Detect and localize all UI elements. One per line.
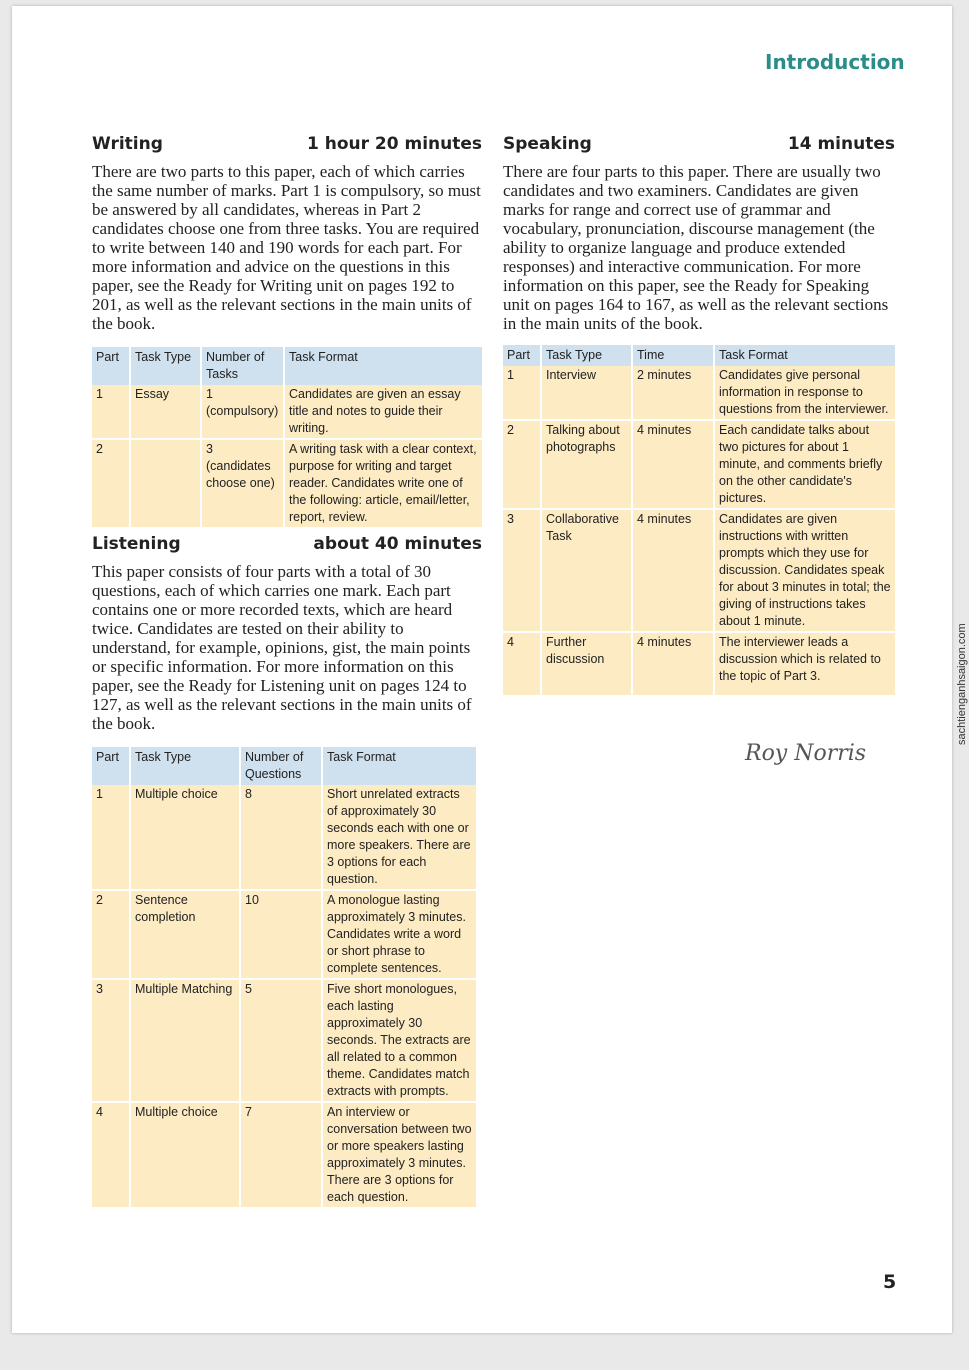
table-cell: Short unrelated extracts of approximately 30 seconds each with one or more speakers. There are 3 options for each question. bbox=[322, 785, 476, 890]
author-signature: Roy Norris bbox=[745, 741, 867, 766]
table-cell: Each candidate talks about two pictures for about 1 minute, and comments briefly on the other candidate's pictures. bbox=[714, 420, 895, 509]
table-header-cell: Task Format bbox=[714, 345, 895, 366]
listening-paragraph: This paper consists of four parts with a total of 30 questions, each of which carries one mark. Each part contains one or more recorded texts, which are heard twice. Candidates are tested on their ability to understand, for example, opinions, gist, the main points or specific information. For more information on this paper, see the Ready for Listening unit on pages 124 to 127, as well as the relevant sections in the main units of the book. bbox=[92, 562, 472, 733]
table-cell: The interviewer leads a discussion which is related to the topic of Part 3. bbox=[714, 632, 895, 696]
table-cell: A monologue lasting approximately 3 minutes. Candidates write a word or short phrase to complete sentences. bbox=[322, 890, 476, 979]
writing-duration: 1 hour 20 minutes bbox=[306, 134, 482, 154]
speaking-table-header bbox=[503, 345, 895, 366]
table-header-cell: Task Type bbox=[130, 747, 240, 785]
table-cell bbox=[130, 439, 201, 528]
writing-table-header bbox=[92, 347, 482, 385]
table-header-cell: Task Type bbox=[541, 345, 632, 366]
writing-heading: Writing bbox=[92, 134, 163, 154]
table-cell: 4 minutes bbox=[632, 632, 714, 696]
listening-heading-row bbox=[92, 534, 482, 554]
speaking-heading-row bbox=[503, 134, 895, 154]
table-cell: 3 bbox=[92, 979, 130, 1102]
table-cell: Multiple choice bbox=[130, 785, 240, 890]
table-cell: Multiple choice bbox=[130, 1102, 240, 1208]
table-header-cell: Task Format bbox=[322, 747, 476, 785]
document-page bbox=[12, 6, 952, 1333]
table-cell: 2 minutes bbox=[632, 366, 714, 420]
writing-table bbox=[92, 347, 482, 529]
table-header-cell: Number of Questions bbox=[240, 747, 322, 785]
table-row bbox=[92, 1102, 476, 1208]
listening-section bbox=[92, 534, 482, 1209]
table-cell: 3 bbox=[503, 509, 541, 632]
table-cell: Interview bbox=[541, 366, 632, 420]
speaking-section bbox=[503, 134, 895, 697]
table-cell: 2 bbox=[92, 439, 130, 528]
table-cell: 1 bbox=[92, 385, 130, 439]
table-cell: 8 bbox=[240, 785, 322, 890]
table-cell: 4 bbox=[503, 632, 541, 696]
table-cell: 3 (candidates choose one) bbox=[201, 439, 284, 528]
table-row bbox=[92, 439, 482, 528]
table-cell: Candidates are given instructions with written prompts which they use for discussion. Candidates speak for about 3 minutes in total; the giving of instructions takes about 1 minute. bbox=[714, 509, 895, 632]
table-header-cell: Time bbox=[632, 345, 714, 366]
table-cell: Sentence completion bbox=[130, 890, 240, 979]
writing-heading-row bbox=[92, 134, 482, 154]
table-cell: Essay bbox=[130, 385, 201, 439]
page-header-title: Introduction bbox=[765, 50, 905, 74]
table-cell: Talking about photographs bbox=[541, 420, 632, 509]
listening-duration: about 40 minutes bbox=[313, 534, 482, 554]
table-row bbox=[92, 979, 476, 1102]
table-cell: 4 bbox=[92, 1102, 130, 1208]
table-cell: 5 bbox=[240, 979, 322, 1102]
table-cell: 1 (compulsory) bbox=[201, 385, 284, 439]
table-header-cell: Number of Tasks bbox=[201, 347, 284, 385]
table-cell: 2 bbox=[92, 890, 130, 979]
table-row bbox=[503, 366, 895, 420]
table-cell: 1 bbox=[92, 785, 130, 890]
listening-heading: Listening bbox=[92, 534, 181, 554]
table-cell: 10 bbox=[240, 890, 322, 979]
table-cell: An interview or conversation between two or more speakers lasting approximately 3 minutes. There are 3 options for each question. bbox=[322, 1102, 476, 1208]
side-watermark bbox=[956, 625, 969, 745]
table-header-cell: Task Format bbox=[284, 347, 482, 385]
speaking-heading: Speaking bbox=[503, 134, 592, 154]
table-header-cell: Part bbox=[503, 345, 541, 366]
table-cell: A writing task with a clear context, purpose for writing and target reader. Candidates write one of the following: article, email/letter, report, review. bbox=[284, 439, 482, 528]
page-number: 5 bbox=[883, 1271, 897, 1293]
table-row bbox=[92, 890, 476, 979]
writing-paragraph: There are two parts to this paper, each of which carries the same number of marks. Part 1 is compulsory, so must be answered by all candidates, whereas in Part 2 candidates choose one from three tasks. You are required to write between 140 and 190 words for each part. For more information and advice on the questions in this paper, see the Ready for Writing unit on pages 192 to 201, as well as the relevant sections in the main units of the book. bbox=[92, 162, 481, 333]
table-cell: Candidates give personal information in response to questions from the interviewer. bbox=[714, 366, 895, 420]
table-cell: Candidates are given an essay title and notes to guide their writing. bbox=[284, 385, 482, 439]
table-cell: 7 bbox=[240, 1102, 322, 1208]
table-cell: 4 minutes bbox=[632, 509, 714, 632]
listening-table-header bbox=[92, 747, 476, 785]
table-cell: Five short monologues, each lasting approximately 30 seconds. The extracts are all related to a common theme. Candidates match extracts with prompts. bbox=[322, 979, 476, 1102]
table-row bbox=[503, 420, 895, 509]
table-cell: Multiple Matching bbox=[130, 979, 240, 1102]
table-header-cell: Part bbox=[92, 347, 130, 385]
speaking-paragraph: There are four parts to this paper. There are usually two candidates and two examiners. Candidates are given marks for range and correct use of grammar and vocabulary, pronunciation, discourse management (the ability to organize language and produce extended responses) and interactive communication. For more information on this paper, see the Ready for Speaking unit on pages 164 to 167, as well as the relevant sections in the main units of the book. bbox=[503, 162, 889, 333]
table-cell: 1 bbox=[503, 366, 541, 420]
speaking-table bbox=[503, 345, 895, 697]
table-cell: Collaborative Task bbox=[541, 509, 632, 632]
table-row bbox=[92, 785, 476, 890]
table-row bbox=[503, 632, 895, 696]
table-row bbox=[503, 509, 895, 632]
table-cell: 2 bbox=[503, 420, 541, 509]
speaking-duration: 14 minutes bbox=[787, 134, 895, 154]
table-row bbox=[92, 385, 482, 439]
table-header-cell: Part bbox=[92, 747, 130, 785]
table-cell: Further discussion bbox=[541, 632, 632, 696]
side-watermark-text: sachtienganhsaigon.com bbox=[956, 623, 968, 745]
listening-table bbox=[92, 747, 476, 1209]
table-header-cell: Task Type bbox=[130, 347, 201, 385]
table-cell: 4 minutes bbox=[632, 420, 714, 509]
writing-section bbox=[92, 134, 482, 529]
